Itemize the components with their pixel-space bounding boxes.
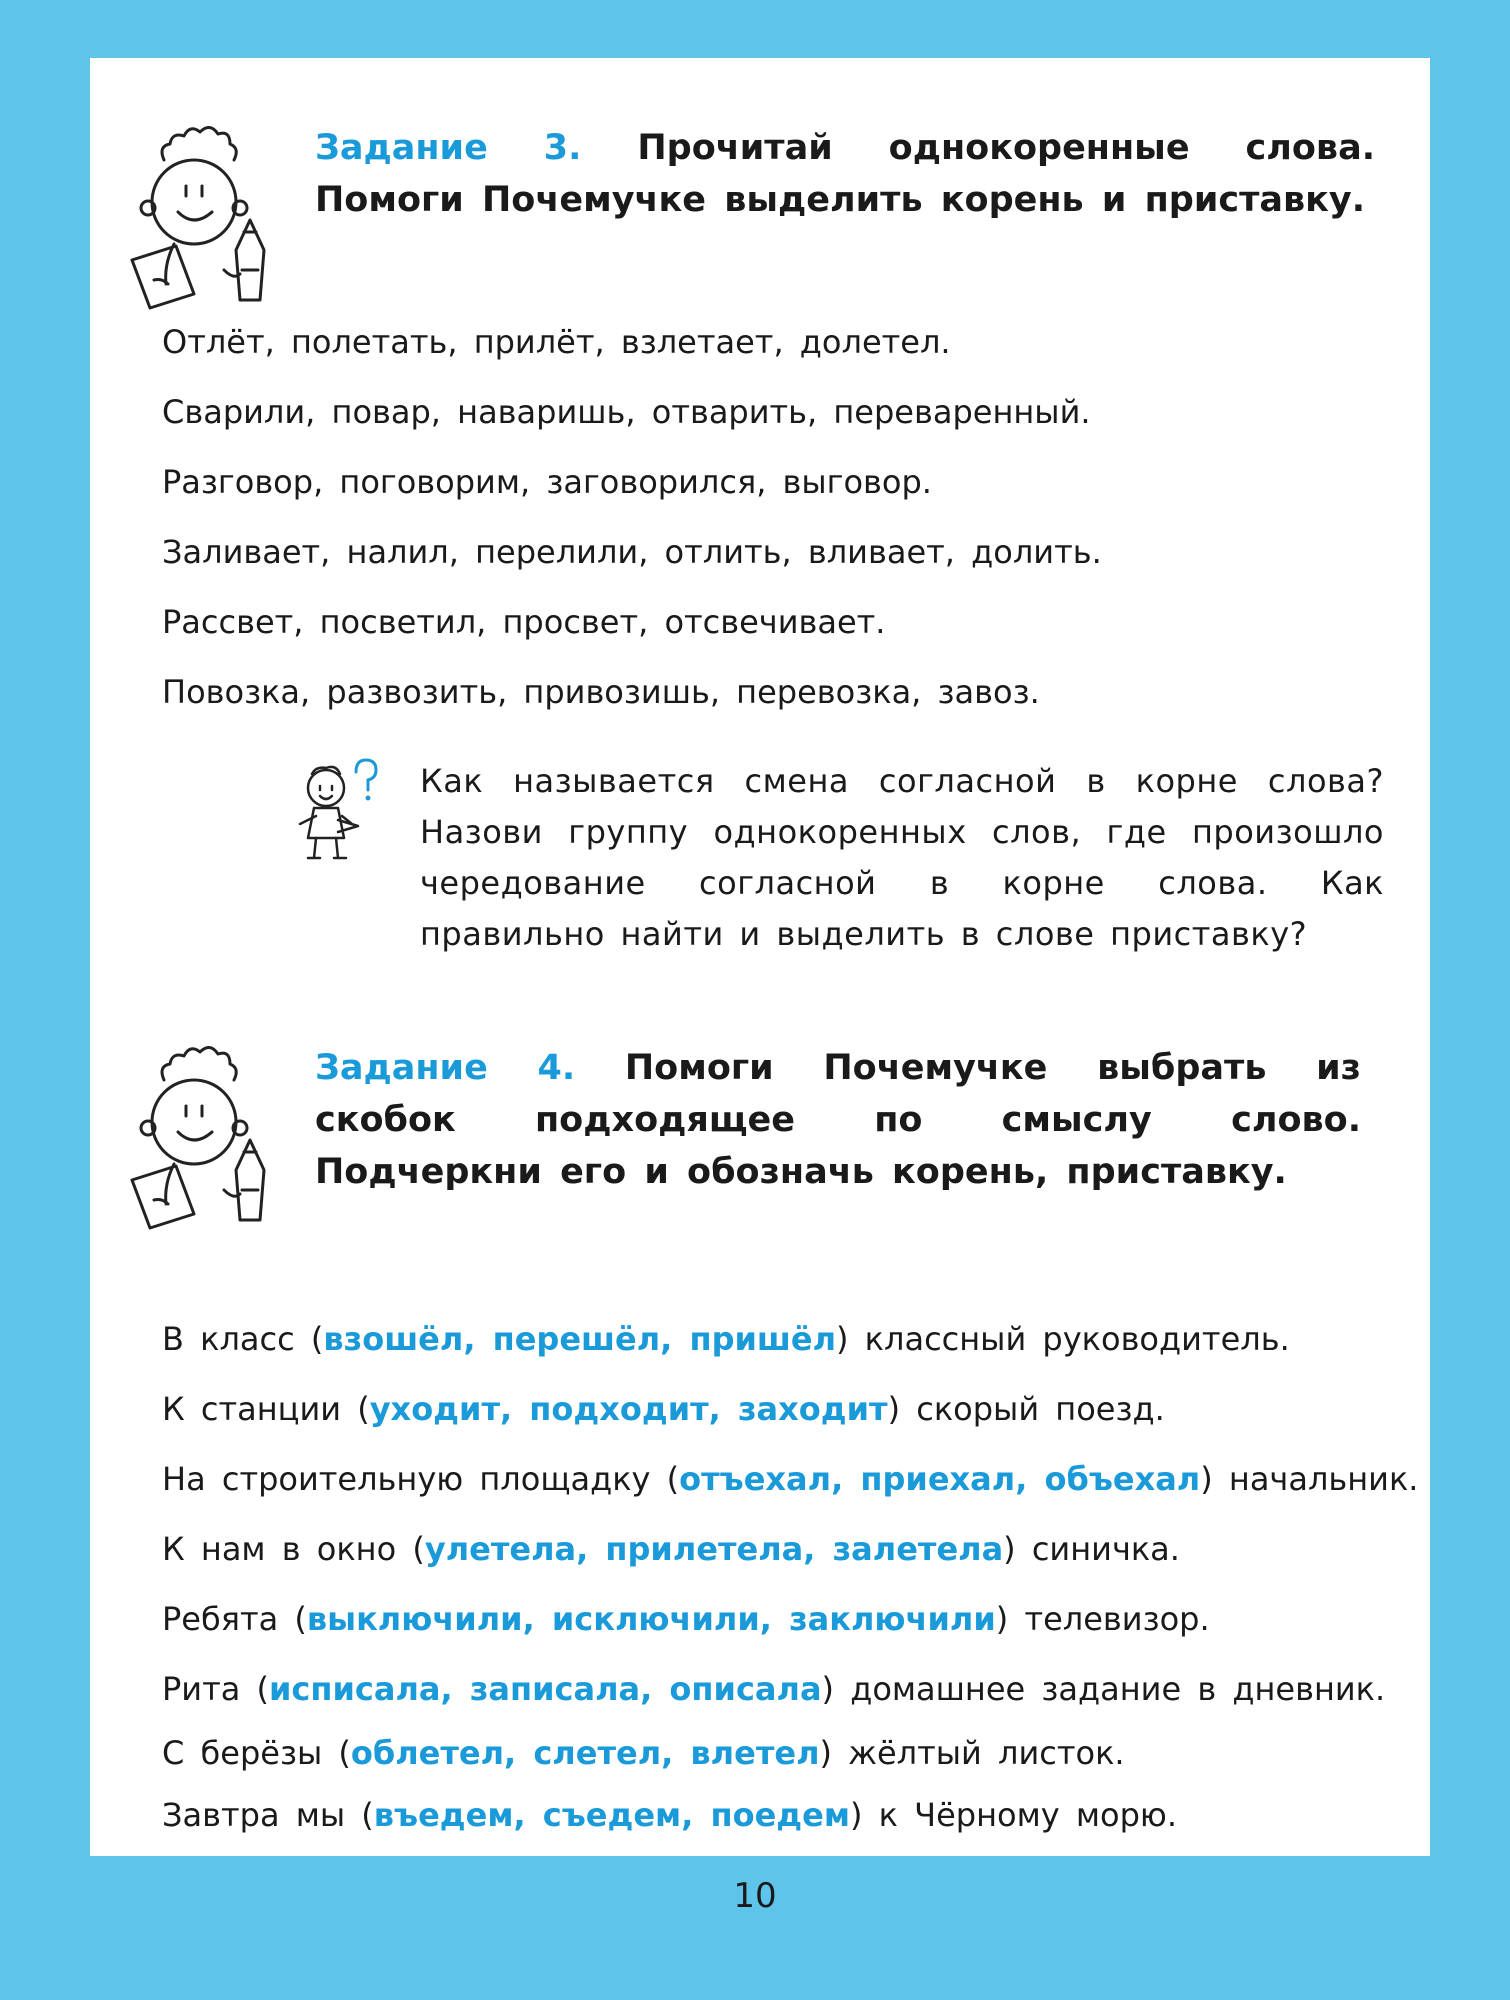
task3-number: Задание 3. xyxy=(315,128,582,168)
task4-instruction: Помоги Почемучке выбрать из скобок подходящее по смыслу слово. Подчеркни его и обозначь корень, приставку. xyxy=(315,1048,1362,1192)
task3-instruction: Прочитай однокоренные слова. Помоги Почемучке выделить корень и приставку. xyxy=(315,128,1375,220)
word-line: Разговор, поговорим, заговорился, выговор. xyxy=(162,463,932,501)
sentence xyxy=(162,1320,1290,1358)
sentence xyxy=(162,1670,1385,1708)
word-line: Заливает, налил, перелили, отлить, вливает, долить. xyxy=(162,533,1102,571)
sentence-text: На строительную площадку ( xyxy=(162,1460,680,1498)
word-options: уходит, подходит, заходит xyxy=(369,1390,888,1428)
sentence-text: ) синичка. xyxy=(1003,1530,1180,1568)
sentence-text: К нам в окно ( xyxy=(162,1530,425,1568)
page-number: 10 xyxy=(733,1876,777,1916)
sentence-text: С берёзы ( xyxy=(162,1734,351,1772)
page xyxy=(90,58,1430,1856)
sentence xyxy=(162,1530,1180,1568)
word-line: Повозка, развозить, привозишь, перевозка, завоз. xyxy=(162,673,1040,711)
sentence-text: К станции ( xyxy=(162,1390,370,1428)
sentence-text: ) классный руководитель. xyxy=(836,1320,1290,1358)
boy-question-icon xyxy=(290,758,380,868)
word-options: отъехал, приехал, объехал xyxy=(679,1460,1201,1498)
sentence xyxy=(162,1390,1165,1428)
sentence xyxy=(162,1734,1125,1772)
sentence xyxy=(162,1460,1418,1498)
sentence-text: В класс ( xyxy=(162,1320,324,1358)
sentence xyxy=(162,1600,1210,1638)
boy-with-pencil-icon xyxy=(124,120,274,320)
sentence-text: Ребята ( xyxy=(162,1600,307,1638)
word-line: Сварили, повар, наваришь, отварить, переваренный. xyxy=(162,393,1091,431)
task3-heading xyxy=(315,122,1375,226)
task4-number: Задание 4. xyxy=(315,1048,576,1088)
sentence-text: ) телевизор. xyxy=(995,1600,1210,1638)
word-options: улетела, прилетела, залетела xyxy=(424,1530,1004,1568)
question-text: Как называется смена согласной в корне слова? Назови группу однокоренных слов, где произошло чередование согласной в корне слова. Как правильно найти и выделить в слове приставку? xyxy=(420,762,1384,953)
word-options: исписала, записала, описала xyxy=(269,1670,822,1708)
word-line: Рассвет, посветил, просвет, отсвечивает. xyxy=(162,603,886,641)
word-options: облетел, слетел, влетел xyxy=(350,1734,820,1772)
sentence xyxy=(162,1796,1177,1834)
sentence-text: ) домашнее задание в дневник. xyxy=(821,1670,1386,1708)
sentence-text: ) начальник. xyxy=(1200,1460,1419,1498)
word-line: Отлёт, полетать, прилёт, взлетает, долетел. xyxy=(162,323,951,361)
sentence-text: ) скорый поезд. xyxy=(887,1390,1165,1428)
task4-heading xyxy=(315,1042,1361,1198)
sentence-text: Завтра мы ( xyxy=(162,1796,374,1834)
word-options: взошёл, перешёл, пришёл xyxy=(323,1320,837,1358)
word-options: въедем, съедем, поедем xyxy=(373,1796,850,1834)
boy-with-pencil-icon xyxy=(124,1040,274,1240)
sentence-text: ) жёлтый листок. xyxy=(819,1734,1125,1772)
sentence-text: ) к Чёрному морю. xyxy=(850,1796,1177,1834)
word-options: выключили, исключили, заключили xyxy=(306,1600,996,1638)
sentence-text: Рита ( xyxy=(162,1670,269,1708)
